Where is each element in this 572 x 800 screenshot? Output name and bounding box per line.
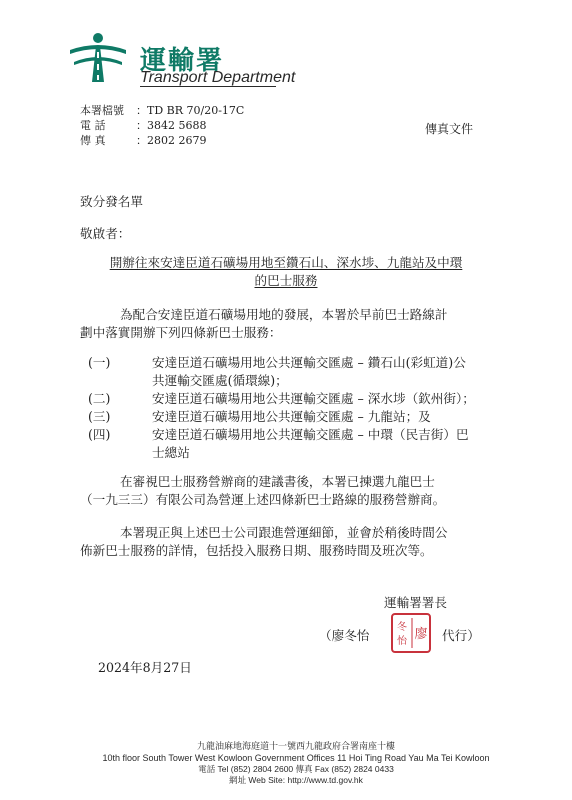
fax-document-note: 傳真文件	[425, 122, 474, 136]
colon: ：	[136, 119, 147, 132]
transport-department-logo-icon	[68, 32, 128, 82]
svg-text:怡: 怡	[397, 636, 407, 647]
svg-text:冬: 冬	[397, 622, 407, 633]
recipient: 致分發名單	[80, 194, 143, 209]
signoff-title: 運輸署署長	[384, 595, 447, 610]
svg-text:廖: 廖	[414, 627, 428, 642]
tel-label: 電 話	[80, 119, 106, 132]
list-item-text: 安達臣道石礦場用地公共運輸交匯處 – 九龍站；及	[152, 409, 431, 424]
subject-line-2: 的巴士服務	[254, 273, 318, 288]
reference-block	[80, 103, 244, 148]
paragraph-1-line-1: 為配合安達臣道石礦場用地的發展，本署於早前巴士路線計	[120, 307, 448, 322]
file-ref-value: TD BR 70/20-17C	[147, 104, 245, 117]
colon: ：	[136, 104, 147, 117]
footer-website: 網址 Web Site: http://www.td.gov.hk	[229, 775, 363, 785]
salutation: 敬啟者：	[80, 226, 131, 241]
fax-value: 2802 2679	[147, 134, 207, 147]
footer-phone-fax: 電話 Tel (852) 2804 2600 傳真 Fax (852) 2824 0433	[198, 764, 394, 774]
tel-value: 3842 5688	[147, 119, 207, 132]
list-item-number: (二)	[88, 391, 111, 406]
file-ref-row	[80, 103, 244, 118]
signoff-suffix: 代行）	[442, 628, 480, 643]
logo-english-name: Transport Department	[140, 69, 296, 86]
paragraph-3-line-2: 佈新巴士服務的詳情，包括投入服務日期、服務時間及班次等。	[80, 543, 433, 558]
list-item-text: 安達臣道石礦場用地公共運輸交匯處 – 深水埗（欽州街）；	[152, 391, 475, 406]
paragraph-2-line-1: 在審視巴士服務營辦商的建議書後，本署已揀選九龍巴士	[120, 474, 435, 489]
letter-date: 2024年8月27日	[98, 660, 192, 675]
footer-address-english: 10th floor South Tower West Kowloon Government Offices 11 Hoi Ting Road Yau Ma Tei Kowloon	[102, 753, 490, 763]
paragraph-3-line-1: 本署現正與上述巴士公司跟進營運細節，並會於稍後時間公	[120, 525, 448, 540]
footer-address-chinese: 九龍油麻地海庭道十一號西九龍政府合署南座十樓	[196, 741, 395, 751]
list-item-text-continued: 共運輸交匯處(循環線)；	[152, 373, 288, 388]
list-item-text-continued: 士總站	[152, 445, 190, 460]
tel-row	[80, 118, 244, 133]
colon: ：	[136, 134, 147, 147]
logo-chinese-name: 運輸署	[140, 46, 225, 76]
paragraph-2-line-2: （一九三三）有限公司為營運上述四條新巴士路線的服務營辦商。	[80, 492, 446, 507]
file-ref-label: 本署檔號	[80, 104, 124, 117]
list-item-text: 安達臣道石礦場用地公共運輸交匯處 – 鑽石山(彩虹道)公	[152, 355, 466, 370]
signature-seal-icon	[390, 612, 432, 654]
signoff-name: （廖冬怡	[319, 628, 370, 643]
fax-label: 傳 真	[80, 134, 106, 147]
paragraph-1-line-2: 劃中落實開辦下列四條新巴士服務：	[80, 325, 282, 340]
subject-line-1: 開辦往來安達臣道石礦場用地至鑽石山、深水埗、九龍站及中環	[109, 255, 463, 270]
list-item-text: 安達臣道石礦場用地公共運輸交匯處 – 中環（民吉街）巴	[152, 427, 469, 442]
list-item-number: (三)	[88, 409, 111, 424]
list-item-number: (四)	[88, 427, 111, 442]
logo-underline	[140, 86, 276, 87]
list-item-number: (一)	[88, 355, 111, 370]
fax-row	[80, 133, 244, 148]
footer	[96, 741, 496, 786]
